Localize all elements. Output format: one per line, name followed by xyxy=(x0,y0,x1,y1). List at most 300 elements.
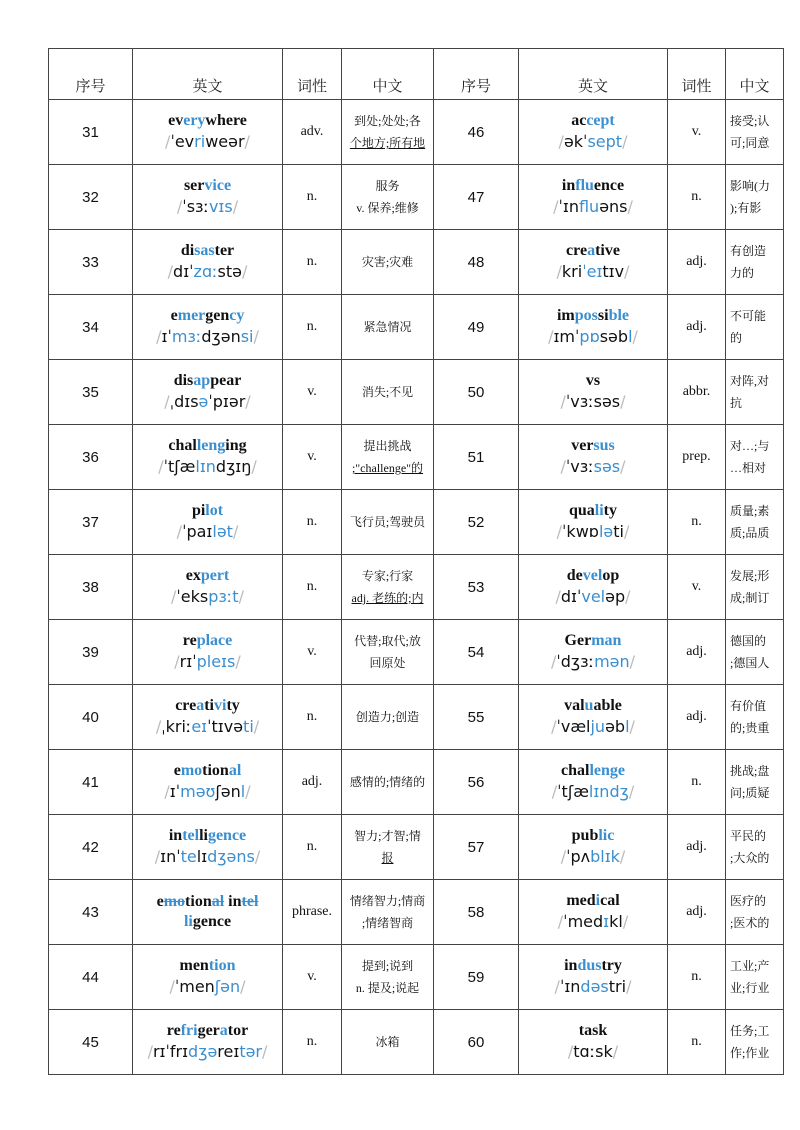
slash: / xyxy=(155,717,162,736)
right-chinese-cell xyxy=(726,425,784,490)
right-pos-cell: adj. xyxy=(668,620,726,685)
english-word xyxy=(519,956,667,976)
chinese-line: 服务 xyxy=(375,179,400,193)
left-pos-cell: v. xyxy=(283,945,342,1010)
header-cell: 英文 xyxy=(519,49,668,100)
text-segment: mɜː xyxy=(171,327,202,346)
english-word xyxy=(133,761,282,781)
text-segment: əns xyxy=(599,197,628,216)
slash: / xyxy=(176,197,183,216)
text-segment: səs xyxy=(593,457,621,476)
right-chinese-cell xyxy=(726,100,784,165)
slash: / xyxy=(251,457,257,476)
chinese-line: 灾害;灾难 xyxy=(361,255,414,269)
left-chinese-cell xyxy=(342,750,434,815)
slash: / xyxy=(620,457,626,476)
chinese-line: 代替;取代;放 xyxy=(354,634,421,648)
text-segment: dʒə xyxy=(188,1042,218,1061)
left-pos-cell: n. xyxy=(283,1010,342,1075)
chinese-line: adj. 老练的;内 xyxy=(351,591,424,605)
slash: / xyxy=(240,977,246,996)
text-segment: ty xyxy=(226,697,240,714)
text-segment: task xyxy=(578,1022,608,1039)
text-segment: dɪˈ xyxy=(560,587,582,606)
header-cell: 序号 xyxy=(49,49,133,100)
english-word xyxy=(519,826,667,846)
chinese-line: );有影 xyxy=(730,201,762,215)
text-segment: vi xyxy=(214,697,227,714)
text-segment: əb xyxy=(605,717,626,736)
text-segment: pos xyxy=(574,307,598,324)
chinese-line: 影响(力 xyxy=(730,179,770,193)
text-segment: cre xyxy=(175,697,197,714)
text-segment: vel xyxy=(581,587,606,606)
chinese-line: 力的 xyxy=(730,266,755,280)
slash: / xyxy=(622,132,628,151)
left-chinese-cell xyxy=(342,100,434,165)
text-segment: si xyxy=(597,307,609,324)
text-segment: ˈtʃæ xyxy=(557,782,589,801)
vocabulary-table xyxy=(48,48,784,1075)
chinese-line: 到处;处处;各 xyxy=(354,114,421,128)
left-pos-cell: n. xyxy=(283,490,342,555)
text-segment: lenge xyxy=(589,762,625,779)
text-segment: im xyxy=(556,307,575,324)
header-cell: 词性 xyxy=(283,49,342,100)
slash: / xyxy=(232,197,239,216)
text-segment: tər xyxy=(239,1042,263,1061)
right-english-cell xyxy=(519,360,668,425)
right-english-cell xyxy=(519,100,668,165)
left-number-cell: 41 xyxy=(49,750,133,815)
text-segment: in xyxy=(561,177,576,194)
right-pos-cell: v. xyxy=(668,555,726,620)
right-pos-cell: n. xyxy=(668,165,726,230)
right-chinese-cell xyxy=(726,360,784,425)
left-pos-cell: adv. xyxy=(283,100,342,165)
left-chinese-cell xyxy=(342,1010,434,1075)
text-segment: ger xyxy=(197,1022,220,1039)
text-segment: al xyxy=(211,893,225,910)
text-segment: ˌdɪs xyxy=(169,392,199,411)
chinese-line: 业;行业 xyxy=(730,981,770,995)
chinese-line: 提出挑战 xyxy=(363,439,412,453)
table-row xyxy=(49,230,784,295)
english-word xyxy=(519,371,667,391)
text-segment: tɪv xyxy=(602,262,625,281)
english-word xyxy=(519,241,667,261)
text-segment: ble xyxy=(608,307,630,324)
chinese-line: 冰箱 xyxy=(375,1035,400,1049)
slash: / xyxy=(232,522,239,541)
left-chinese-cell xyxy=(342,230,434,295)
text-segment: ˈev xyxy=(170,132,195,151)
slash: / xyxy=(167,262,174,281)
text-segment: zɑː xyxy=(193,262,218,281)
left-chinese-cell xyxy=(342,555,434,620)
table-row xyxy=(49,685,784,750)
english-word xyxy=(133,306,282,326)
left-number-cell: 43 xyxy=(49,880,133,945)
right-english-cell xyxy=(519,815,668,880)
chinese-line: 可;同意 xyxy=(730,136,770,150)
english-word xyxy=(133,241,282,261)
table-row xyxy=(49,815,784,880)
chinese-line: 平民的 xyxy=(730,829,767,843)
left-chinese-cell xyxy=(342,620,434,685)
left-english-cell xyxy=(133,425,283,490)
text-segment: mo xyxy=(180,762,203,779)
text-segment: val xyxy=(564,697,585,714)
phonetic xyxy=(519,976,667,998)
chinese-line: 消失;不见 xyxy=(361,385,414,399)
chinese-line: 问;质疑 xyxy=(730,786,770,800)
right-english-cell xyxy=(519,490,668,555)
english-word xyxy=(519,436,667,456)
text-segment: men xyxy=(179,957,209,974)
text-segment: al xyxy=(228,762,242,779)
text-segment: pub xyxy=(571,827,599,844)
text-segment: ju xyxy=(590,717,606,736)
slash: / xyxy=(556,522,563,541)
table-row xyxy=(49,945,784,1010)
text-segment: ɪˈ xyxy=(169,782,181,801)
right-english-cell xyxy=(519,165,668,230)
slash: / xyxy=(553,197,559,216)
english-word xyxy=(133,436,282,456)
text-segment: ter xyxy=(214,242,235,259)
text-segment: ˈmed xyxy=(563,912,604,931)
text-segment: pert xyxy=(200,567,230,584)
text-segment: sept xyxy=(587,132,623,151)
text-segment: ʃən xyxy=(214,977,241,996)
left-number-cell: 39 xyxy=(49,620,133,685)
slash: / xyxy=(626,977,632,996)
text-segment: qua xyxy=(568,502,595,519)
right-english-cell xyxy=(519,880,668,945)
chinese-line: …相对 xyxy=(730,461,767,475)
right-chinese-cell xyxy=(726,230,784,295)
header-cell: 中文 xyxy=(726,49,784,100)
table-row xyxy=(49,165,784,230)
chinese-line: 发展;形 xyxy=(730,569,770,583)
english-word xyxy=(519,1021,667,1041)
text-segment: pi xyxy=(191,502,206,519)
chinese-line: 有创造 xyxy=(730,244,767,258)
chinese-line: 的;贵重 xyxy=(730,721,770,735)
right-number-cell: 46 xyxy=(434,100,519,165)
right-chinese-cell xyxy=(726,945,784,1010)
right-english-cell xyxy=(519,750,668,815)
english-word-continued xyxy=(133,912,282,932)
text-segment: sas xyxy=(194,242,215,259)
left-english-cell xyxy=(133,1010,283,1075)
text-segment: ˈɪn xyxy=(559,977,581,996)
phonetic xyxy=(519,521,667,543)
chinese-line: 质;品质 xyxy=(730,526,770,540)
header-cell: 词性 xyxy=(668,49,726,100)
slash: / xyxy=(556,262,562,281)
text-segment: gence xyxy=(207,827,247,844)
chinese-line: n. 提及;说起 xyxy=(355,981,420,995)
phonetic xyxy=(133,716,282,738)
slash: / xyxy=(554,977,560,996)
text-segment: ɪnˈ xyxy=(160,847,181,866)
chinese-line: 飞行员;驾驶员 xyxy=(349,515,426,529)
text-segment: sus xyxy=(593,437,615,454)
left-english-cell xyxy=(133,685,283,750)
text-segment: e xyxy=(173,762,181,779)
text-segment: tor xyxy=(227,1022,249,1039)
english-word xyxy=(133,371,282,391)
slash: / xyxy=(158,457,164,476)
slash: / xyxy=(628,782,635,801)
phonetic xyxy=(519,716,667,738)
text-segment: tive xyxy=(595,242,620,259)
text-segment: əkˈ xyxy=(563,132,588,151)
text-segment: place xyxy=(196,632,233,649)
right-number-cell: 60 xyxy=(434,1010,519,1075)
text-segment: dʒɪŋ xyxy=(215,457,252,476)
left-chinese-cell xyxy=(342,360,434,425)
text-segment: e xyxy=(170,307,178,324)
right-english-cell xyxy=(519,425,668,490)
left-number-cell: 33 xyxy=(49,230,133,295)
text-segment: ence xyxy=(593,177,625,194)
text-segment: op xyxy=(602,567,620,584)
slash: / xyxy=(169,977,175,996)
slash: / xyxy=(253,327,259,346)
left-number-cell: 36 xyxy=(49,425,133,490)
right-number-cell: 57 xyxy=(434,815,519,880)
text-segment: flu xyxy=(575,177,594,194)
slash: / xyxy=(555,587,561,606)
phonetic xyxy=(133,976,282,998)
chinese-line: 提到;说到 xyxy=(361,959,414,973)
left-number-cell: 34 xyxy=(49,295,133,360)
text-segment: where xyxy=(205,112,247,129)
text-segment: in xyxy=(168,827,183,844)
chinese-line: 德国的 xyxy=(730,634,767,648)
text-segment: ˈɪn xyxy=(558,197,579,216)
slash: / xyxy=(238,587,244,606)
slash: / xyxy=(567,1042,574,1061)
chinese-line: v. 保养;维修 xyxy=(356,201,419,215)
left-number-cell: 44 xyxy=(49,945,133,1010)
text-segment: pleɪs xyxy=(196,652,236,671)
text-segment: ti xyxy=(243,717,254,736)
right-pos-cell: adj. xyxy=(668,230,726,295)
chinese-line: 成;制订 xyxy=(730,591,770,605)
text-segment: ˈkwɒ xyxy=(562,522,599,541)
slash: / xyxy=(627,197,633,216)
chinese-line: ;"challenge"的 xyxy=(351,461,424,475)
text-segment: kri xyxy=(561,262,583,281)
right-english-cell xyxy=(519,945,668,1010)
right-number-cell: 58 xyxy=(434,880,519,945)
text-segment: l xyxy=(240,782,246,801)
left-chinese-cell xyxy=(342,880,434,945)
left-pos-cell: n. xyxy=(283,555,342,620)
text-segment: ɪ xyxy=(603,912,610,931)
text-segment: try xyxy=(601,957,622,974)
text-segment: lə xyxy=(598,522,614,541)
slash: / xyxy=(551,782,558,801)
text-segment: məʊ xyxy=(180,782,216,801)
text-segment: ex xyxy=(185,567,201,584)
text-segment: ˈdʒɜː xyxy=(556,652,595,671)
left-pos-cell: n. xyxy=(283,685,342,750)
right-pos-cell: adj. xyxy=(668,815,726,880)
text-segment: ˈsɜː xyxy=(182,197,209,216)
text-segment: ˈvɜːsəs xyxy=(565,392,621,411)
english-word xyxy=(519,501,667,521)
text-segment: vel xyxy=(582,567,603,584)
chinese-line: 的 xyxy=(730,331,743,345)
text-segment: lot xyxy=(205,502,224,519)
text-segment: tion xyxy=(202,762,229,779)
text-segment: cal xyxy=(600,892,620,909)
text-segment: ti xyxy=(204,697,214,714)
right-english-cell xyxy=(519,620,668,685)
left-number-cell: 37 xyxy=(49,490,133,555)
text-segment: ri xyxy=(194,132,206,151)
english-word xyxy=(133,826,282,846)
slash: / xyxy=(560,392,566,411)
text-segment: ˈeks xyxy=(176,587,209,606)
phonetic xyxy=(133,196,282,218)
english-word xyxy=(133,566,282,586)
text-segment: ev xyxy=(168,112,184,129)
table-row xyxy=(49,490,784,555)
text-segment: ə xyxy=(198,392,209,411)
right-chinese-cell xyxy=(726,620,784,685)
chinese-line: 医疗的 xyxy=(730,894,767,908)
slash: / xyxy=(245,782,251,801)
text-segment: ˈtʃæ xyxy=(163,457,196,476)
chinese-line: 工业;产 xyxy=(730,959,770,973)
right-english-cell xyxy=(519,295,668,360)
text-segment: li xyxy=(183,913,193,930)
left-chinese-cell xyxy=(342,295,434,360)
text-segment: ty xyxy=(603,502,617,519)
text-segment: in xyxy=(224,893,242,910)
right-pos-cell: n. xyxy=(668,945,726,1010)
slash: / xyxy=(612,1042,619,1061)
slash: / xyxy=(620,392,626,411)
text-segment: pɒ xyxy=(579,327,600,346)
slash: / xyxy=(262,1042,268,1061)
chinese-line: 有价值 xyxy=(730,699,767,713)
english-word xyxy=(133,176,282,196)
right-pos-cell: n. xyxy=(668,1010,726,1075)
text-segment: tel xyxy=(241,893,259,910)
text-segment: ˈvɜː xyxy=(565,457,594,476)
left-english-cell xyxy=(133,360,283,425)
right-english-cell xyxy=(519,685,668,750)
phonetic xyxy=(519,131,667,153)
right-pos-cell: abbr. xyxy=(668,360,726,425)
english-word xyxy=(133,111,282,131)
text-segment: tion xyxy=(185,893,212,910)
english-word xyxy=(519,696,667,716)
right-chinese-cell xyxy=(726,815,784,880)
chinese-line: 不可能 xyxy=(730,309,767,323)
text-segment: ˌkriː xyxy=(161,717,192,736)
right-english-cell xyxy=(519,1010,668,1075)
english-word xyxy=(519,566,667,586)
text-segment: cre xyxy=(566,242,588,259)
right-pos-cell: adj. xyxy=(668,295,726,360)
slash: / xyxy=(629,717,635,736)
right-number-cell: 55 xyxy=(434,685,519,750)
text-segment: lic xyxy=(598,827,615,844)
text-segment: mo xyxy=(163,893,186,910)
text-segment: vs xyxy=(585,372,601,389)
header-cell: 英文 xyxy=(133,49,283,100)
text-segment: tion xyxy=(208,957,236,974)
slash: / xyxy=(557,912,564,931)
chinese-line: 专家;行家 xyxy=(361,569,414,583)
table-row xyxy=(49,620,784,685)
slash: / xyxy=(253,717,260,736)
left-chinese-cell xyxy=(342,815,434,880)
slash: / xyxy=(254,847,261,866)
text-segment: ˈmen xyxy=(174,977,215,996)
right-number-cell: 50 xyxy=(434,360,519,425)
left-pos-cell: v. xyxy=(283,620,342,685)
phonetic xyxy=(133,651,282,673)
text-segment: tel xyxy=(182,827,200,844)
english-word xyxy=(519,891,667,911)
phonetic xyxy=(133,1041,282,1063)
slash: / xyxy=(235,652,241,671)
text-segment: pear xyxy=(210,372,242,389)
slash: / xyxy=(174,652,180,671)
text-segment: fri xyxy=(180,1022,198,1039)
left-pos-cell: n. xyxy=(283,165,342,230)
right-number-cell: 48 xyxy=(434,230,519,295)
chinese-line: 作;作业 xyxy=(730,1046,770,1060)
phonetic xyxy=(519,391,667,413)
right-number-cell: 54 xyxy=(434,620,519,685)
phonetic xyxy=(133,846,282,868)
chinese-line: 紧急情况 xyxy=(363,320,412,334)
table-row xyxy=(49,880,784,945)
text-segment: a xyxy=(196,697,205,714)
slash: / xyxy=(551,717,557,736)
chinese-line: 对…;与 xyxy=(730,439,770,453)
text-segment: ap xyxy=(193,372,211,389)
left-english-cell xyxy=(133,815,283,880)
right-chinese-cell xyxy=(726,1010,784,1075)
text-segment: blɪk xyxy=(590,847,620,866)
right-chinese-cell xyxy=(726,555,784,620)
text-segment: man xyxy=(591,632,622,649)
slash: / xyxy=(245,392,251,411)
left-pos-cell: n. xyxy=(283,295,342,360)
slash: / xyxy=(171,587,177,606)
left-number-cell: 40 xyxy=(49,685,133,750)
text-segment: gence xyxy=(192,913,232,930)
text-segment: mer xyxy=(177,307,206,324)
right-pos-cell: prep. xyxy=(668,425,726,490)
text-segment: rɪˈfrɪ xyxy=(152,1042,189,1061)
left-pos-cell: phrase. xyxy=(283,880,342,945)
english-word xyxy=(133,631,282,651)
left-pos-cell: n. xyxy=(283,815,342,880)
phonetic xyxy=(519,196,667,218)
